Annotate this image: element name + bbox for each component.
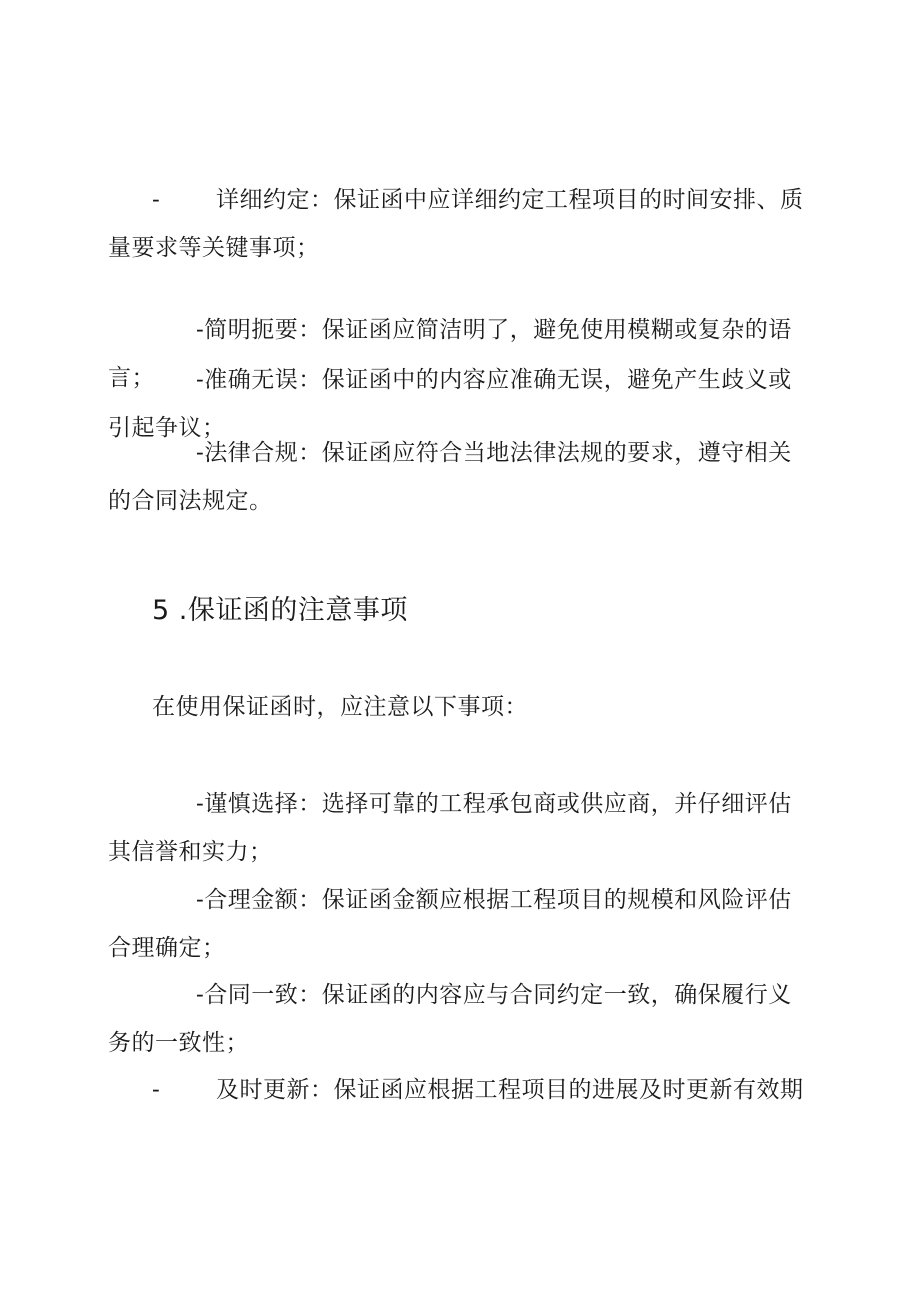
list-dash: - xyxy=(196,317,205,343)
list-dash: - xyxy=(196,440,205,466)
list-dash: - xyxy=(196,982,205,1008)
list-dash: - xyxy=(196,791,205,817)
list-dash: - xyxy=(152,187,161,213)
list-item xyxy=(108,780,808,876)
list-item-text: 及时更新：保证函应根据工程项目的进展及时更新有效期 xyxy=(216,1077,804,1103)
list-item xyxy=(108,971,808,1067)
list-item-text: 准确无误：保证函中的内容应准确无误，避免产生歧义或引起争议； xyxy=(108,367,792,441)
list-item-text: 合同一致：保证函的内容应与合同约定一致，确保履行义务的一致性； xyxy=(108,982,792,1056)
list-item-text: 法律合规：保证函应符合当地法律法规的要求，遵守相关的合同法规定。 xyxy=(108,440,792,514)
list-dash: - xyxy=(196,887,205,913)
list-item-text: 详细约定：保证函中应详细约定工程项目的时间安排、质量要求等关键事项； xyxy=(108,187,804,261)
list-dash: - xyxy=(196,367,205,393)
intro-paragraph xyxy=(108,683,808,731)
list-item-text: 合理金额：保证函金额应根据工程项目的规模和风险评估合理确定； xyxy=(108,887,792,961)
list-item-text: 简明扼要：保证函应简洁明了，避免使用模糊或复杂的语言； xyxy=(108,317,792,391)
list-item xyxy=(108,876,808,972)
list-item-text: 谨慎选择：选择可靠的工程承包商或供应商，并仔细评估其信誉和实力； xyxy=(108,791,792,865)
list-item xyxy=(108,429,808,525)
list-item xyxy=(108,176,808,272)
list-dash: - xyxy=(152,1077,161,1103)
section-heading: 5 .保证函的注意事项 xyxy=(152,595,408,626)
intro-text: 在使用保证函时，应注意以下事项： xyxy=(152,694,528,720)
list-item xyxy=(108,1066,808,1114)
